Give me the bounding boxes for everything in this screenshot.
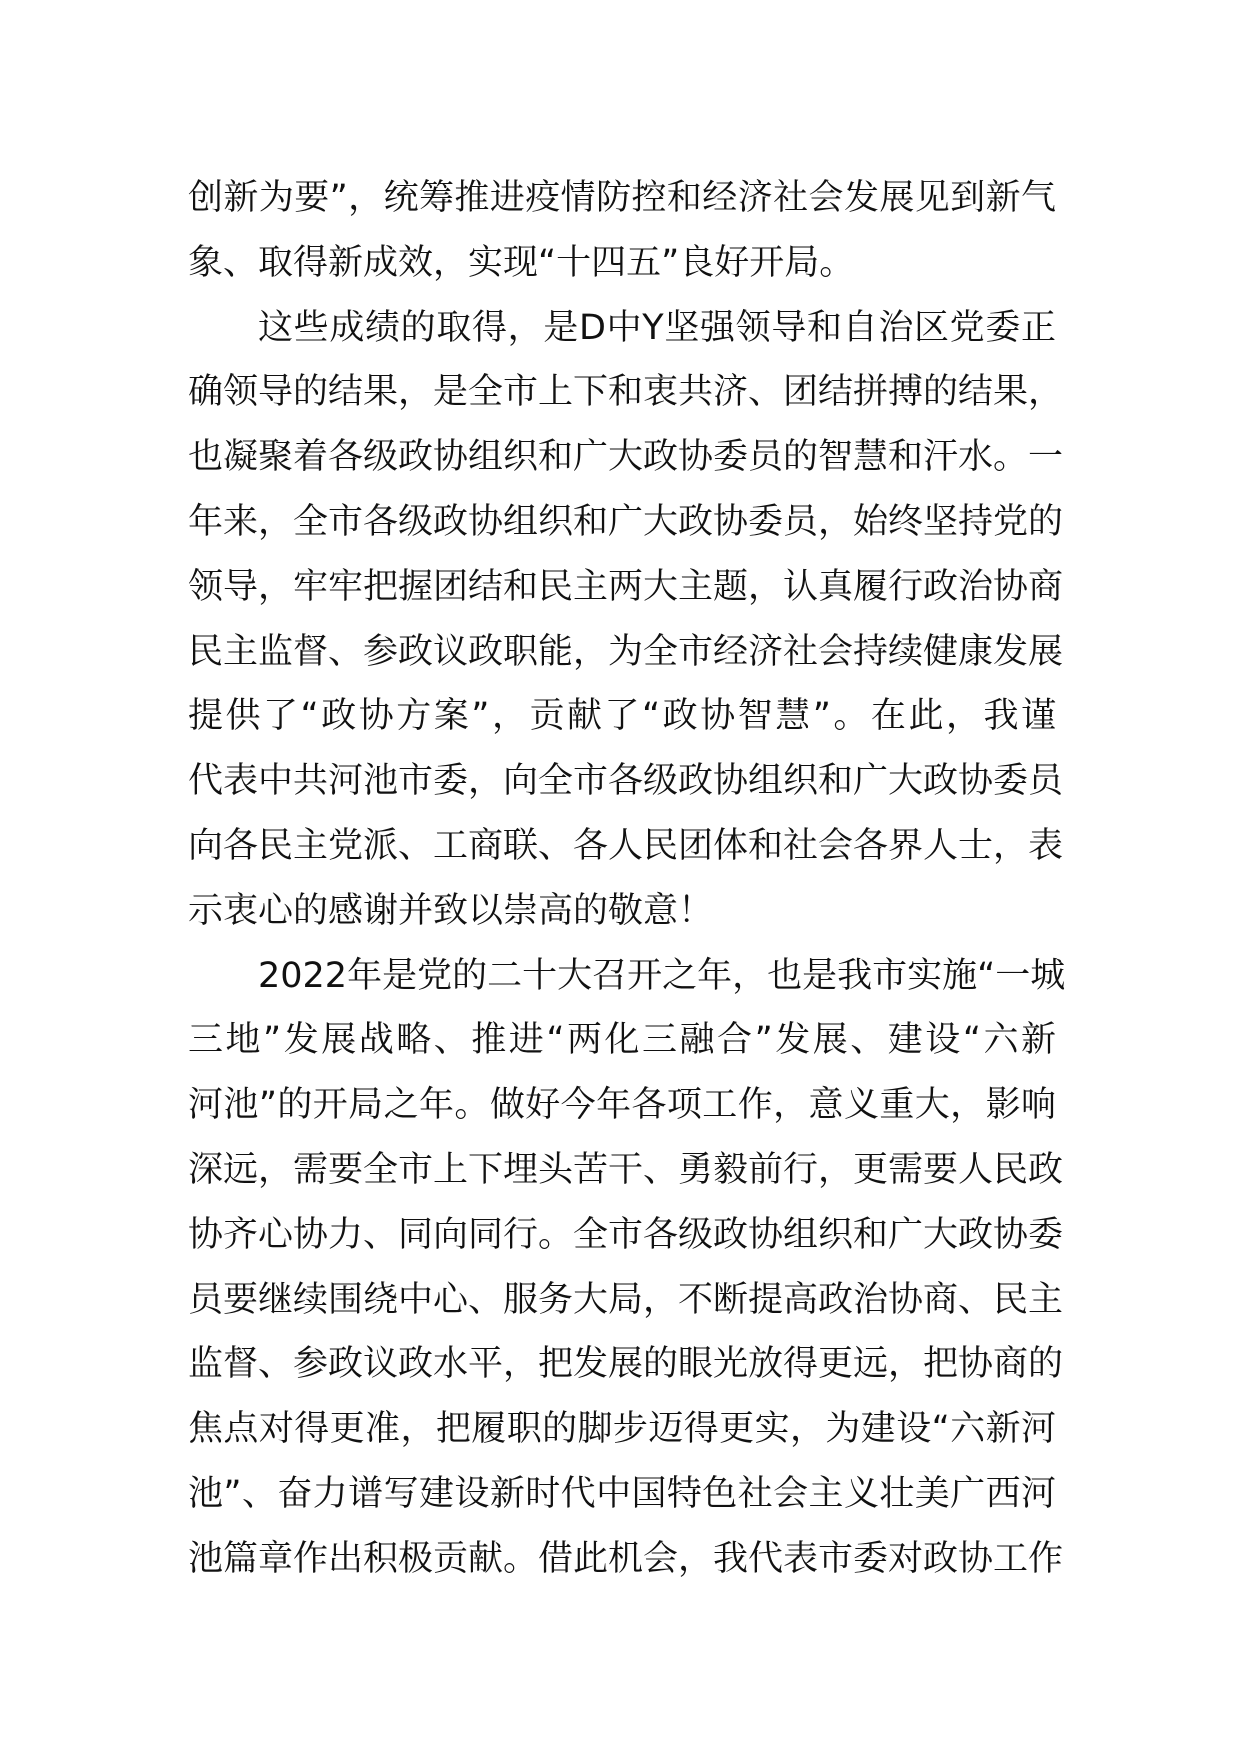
text-line: 员要继续围绕中心、服务大局，不断提高政治协商、民主 (188, 1279, 1064, 1320)
paragraph-first-line: 2022年是党的二十大召开之年，也是我市实施“一城 (258, 955, 1066, 996)
text-line: 深远，需要全市上下埋头苦干、勇毅前行，更需要人民政 (188, 1149, 1064, 1190)
text-line: 也凝聚着各级政协组织和广大政协委员的智慧和汗水。一 (188, 437, 1064, 478)
paragraph-first-line: 这些成绩的取得，是D中Y坚强领导和自治区党委正 (258, 307, 1056, 348)
text-line: 年来，全市各级政协组织和广大政协委员，始终坚持党的 (188, 501, 1064, 542)
text-line: 创新为要”，统筹推进疫情防控和经济社会发展见到新气 (188, 178, 1056, 218)
text-line: 向各民主党派、工商联、各人民团体和社会各界人士，表 (188, 825, 1064, 866)
text-line: 监督、参政议政水平，把发展的眼光放得更远，把协商的 (188, 1344, 1064, 1385)
text-line: 象、取得新成效，实现“十四五”良好开局。 (188, 242, 855, 283)
body-text (188, 166, 1066, 1592)
text-line: 池”、奋力谱写建设新时代中国特色社会主义壮美广西河 (188, 1473, 1056, 1514)
text-line: 河池”的开局之年。做好今年各项工作，意义重大，影响 (188, 1085, 1056, 1126)
text-line: 三地”发展战略、推进“两化三融合”发展、建设“六新 (188, 1020, 1056, 1061)
text-line: 民主监督、参政议政职能，为全市经济社会持续健康发展 (188, 631, 1064, 672)
text-line: 领导，牢牢把握团结和民主两大主题，认真履行政治协商 (188, 566, 1064, 607)
text-line: 提供了“政协方案”，贡献了“政协智慧”。在此，我谨 (188, 696, 1056, 737)
text-line: 示衷心的感谢并致以崇高的敬意！ (188, 890, 714, 931)
text-line: 协齐心协力、同向同行。全市各级政协组织和广大政协委 (188, 1214, 1064, 1255)
text-line: 池篇章作出积极贡献。借此机会，我代表市委对政协工作 (188, 1538, 1064, 1579)
text-line: 焦点对得更准，把履职的脚步迈得更实，为建设“六新河 (188, 1409, 1056, 1450)
text-line: 确领导的结果，是全市上下和衷共济、团结拼搏的结果， (188, 372, 1064, 413)
text-line: 代表中共河池市委，向全市各级政协组织和广大政协委员 (188, 761, 1064, 802)
